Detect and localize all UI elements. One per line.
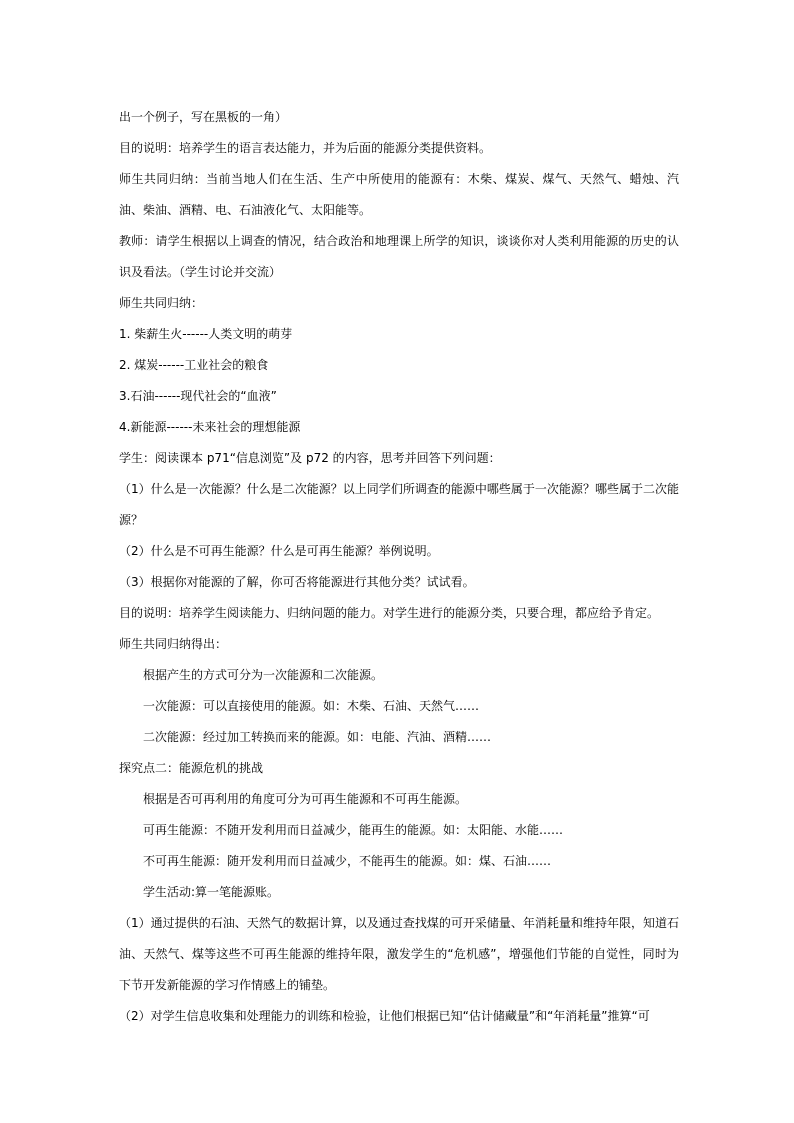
paragraph-23: 学生活动:算一笔能源账。 <box>143 885 280 899</box>
paragraph-2: 目的说明：培养学生的语言表达能力，并为后面的能源分类提供资料。 <box>119 141 492 155</box>
paragraph-12: （2）什么是不可再生能源？什么是可再生能源？举例说明。 <box>119 544 439 558</box>
paragraph-24: （1）通过提供的石油、天然气的数据计算，以及通过查找煤的可开采储量、年消耗量和维持年限，知道石油、天然气、煤等这些不可再生能源的维持年限，激发学生的“危机感”，增强他们节能的自觉性，同时为下节开发新能源的学习作情感上的铺垫。 <box>119 916 679 992</box>
paragraph-14: 目的说明：培养学生阅读能力、归纳问题的能力。对学生进行的能源分类，只要合理，都应给予肯定。 <box>119 606 660 620</box>
paragraph-7: 2. 煤炭------工业社会的粮食 <box>119 358 269 372</box>
paragraph-20: 根据是否可再利用的角度可分为可再生能源和不可再生能源。 <box>143 792 468 806</box>
paragraph-1: 出一个例子，写在黑板的一角） <box>119 110 288 124</box>
paragraph-6: 1. 柴薪生火------人类文明的萌芽 <box>119 327 293 341</box>
paragraph-15: 师生共同归纳得出： <box>119 637 228 651</box>
paragraph-25: （2）对学生信息收集和处理能力的训练和检验，让他们根据已知“估计储藏量”和“年消耗量”推算“可 <box>119 1009 650 1023</box>
paragraph-22: 不可再生能源：随开发利用而日益减少，不能再生的能源。如：煤、石油…… <box>143 854 552 868</box>
paragraph-4: 教师：请学生根据以上调查的情况，结合政治和地理课上所学的知识，谈谈你对人类利用能源的历史的认识及看法。（学生讨论并交流） <box>119 234 679 279</box>
paragraph-5: 师生共同归纳： <box>119 296 204 310</box>
paragraph-21: 可再生能源：不随开发利用而日益减少，能再生的能源。如：太阳能、水能…… <box>143 823 564 837</box>
paragraph-10: 学生：阅读课本 p71“信息浏览”及 p72 的内容，思考并回答下列问题： <box>119 451 501 465</box>
section-heading-exploration-2: 探究点二：能源危机的挑战 <box>119 761 264 775</box>
paragraph-18: 二次能源：经过加工转换而来的能源。如：电能、汽油、酒精…… <box>143 730 492 744</box>
paragraph-9: 4.新能源------未来社会的理想能源 <box>119 420 301 434</box>
document-body <box>119 102 679 1032</box>
paragraph-16: 根据产生的方式可分为一次能源和二次能源。 <box>143 668 384 682</box>
paragraph-3: 师生共同归纳：当前当地人们在生活、生产中所使用的能源有：木柴、煤炭、煤气、天然气、蜡烛、汽油、柴油、酒精、电、石油液化气、太阳能等。 <box>119 172 679 217</box>
paragraph-11: （1）什么是一次能源？什么是二次能源？以上同学们所调查的能源中哪些属于一次能源？哪些属于二次能源？ <box>119 482 679 527</box>
paragraph-8: 3.石油------现代社会的“血液” <box>119 389 277 403</box>
paragraph-13: （3）根据你对能源的了解，你可否将能源进行其他分类？试试看。 <box>119 575 475 589</box>
paragraph-17: 一次能源：可以直接使用的能源。如：木柴、石油、天然气…… <box>143 699 480 713</box>
